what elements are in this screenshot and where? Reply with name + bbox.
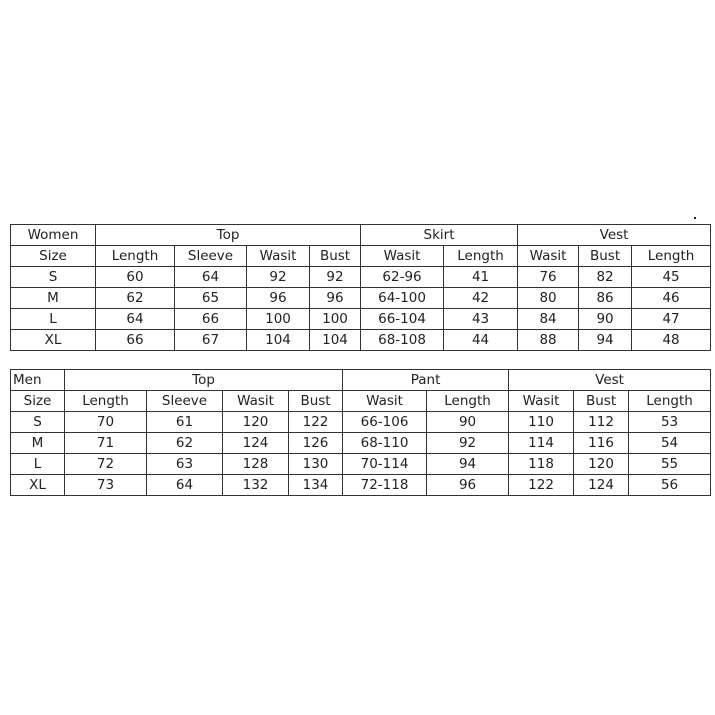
- table-cell: 126: [289, 433, 343, 454]
- size-cell: S: [11, 267, 96, 288]
- table-cell: 82: [579, 267, 632, 288]
- table-cell: 68-110: [343, 433, 427, 454]
- women-group-skirt: Skirt: [361, 225, 518, 246]
- table-cell: 130: [289, 454, 343, 475]
- column-header: Sleeve: [175, 246, 247, 267]
- table-cell: 70: [65, 412, 147, 433]
- table-cell: 64: [96, 309, 175, 330]
- table-cell: 88: [518, 330, 579, 351]
- table-cell: 132: [223, 475, 289, 496]
- table-cell: 62-96: [361, 267, 444, 288]
- size-cell: M: [11, 433, 65, 454]
- column-header: Sleeve: [147, 391, 223, 412]
- table-cell: 45: [632, 267, 711, 288]
- table-cell: 66-106: [343, 412, 427, 433]
- table-cell: 67: [175, 330, 247, 351]
- women-group-vest: Vest: [518, 225, 711, 246]
- table-cell: 90: [427, 412, 509, 433]
- table-cell: 96: [310, 288, 361, 309]
- men-group-header-row: [11, 370, 711, 391]
- column-header: Length: [65, 391, 147, 412]
- column-header: Wasit: [343, 391, 427, 412]
- table-cell: 92: [310, 267, 361, 288]
- table-cell: 124: [223, 433, 289, 454]
- column-header: Length: [444, 246, 518, 267]
- women-size-table: [10, 224, 711, 351]
- column-header: Wasit: [361, 246, 444, 267]
- table-cell: 114: [509, 433, 574, 454]
- table-cell: 134: [289, 475, 343, 496]
- table-cell: 66: [175, 309, 247, 330]
- table-cell: 92: [247, 267, 310, 288]
- table-cell: 96: [247, 288, 310, 309]
- table-cell: 71: [65, 433, 147, 454]
- column-header: Bust: [579, 246, 632, 267]
- table-cell: 42: [444, 288, 518, 309]
- table-row: [11, 454, 711, 475]
- table-cell: 62: [147, 433, 223, 454]
- table-cell: 120: [574, 454, 629, 475]
- column-header: Bust: [310, 246, 361, 267]
- column-header: Wasit: [509, 391, 574, 412]
- table-cell: 90: [579, 309, 632, 330]
- table-cell: 104: [247, 330, 310, 351]
- table-cell: 110: [509, 412, 574, 433]
- table-cell: 66: [96, 330, 175, 351]
- women-title: Women: [11, 225, 96, 246]
- table-cell: 112: [574, 412, 629, 433]
- table-row: [11, 309, 711, 330]
- size-cell: L: [11, 454, 65, 475]
- women-group-top: Top: [96, 225, 361, 246]
- table-cell: 122: [509, 475, 574, 496]
- table-cell: 64-100: [361, 288, 444, 309]
- table-row: [11, 412, 711, 433]
- men-group-pant: Pant: [343, 370, 509, 391]
- table-cell: 48: [632, 330, 711, 351]
- table-cell: 55: [629, 454, 711, 475]
- table-cell: 100: [247, 309, 310, 330]
- size-cell: L: [11, 309, 96, 330]
- table-cell: 76: [518, 267, 579, 288]
- table-row: [11, 433, 711, 454]
- column-header: Bust: [574, 391, 629, 412]
- column-header: Length: [427, 391, 509, 412]
- column-header: Size: [11, 391, 65, 412]
- column-header: Length: [96, 246, 175, 267]
- column-header: Wasit: [223, 391, 289, 412]
- men-title: Men: [11, 370, 65, 391]
- table-cell: 128: [223, 454, 289, 475]
- table-cell: 43: [444, 309, 518, 330]
- column-header: Size: [11, 246, 96, 267]
- table-cell: 64: [175, 267, 247, 288]
- men-column-header-row: [11, 391, 711, 412]
- table-cell: 44: [444, 330, 518, 351]
- table-cell: 96: [427, 475, 509, 496]
- table-cell: 116: [574, 433, 629, 454]
- table-cell: 64: [147, 475, 223, 496]
- table-cell: 92: [427, 433, 509, 454]
- table-cell: 66-104: [361, 309, 444, 330]
- table-cell: 80: [518, 288, 579, 309]
- column-header: Wasit: [518, 246, 579, 267]
- table-cell: 73: [65, 475, 147, 496]
- table-cell: 84: [518, 309, 579, 330]
- size-cell: XL: [11, 475, 65, 496]
- table-cell: 41: [444, 267, 518, 288]
- women-group-header-row: [11, 225, 711, 246]
- table-cell: 94: [427, 454, 509, 475]
- men-group-vest: Vest: [509, 370, 711, 391]
- table-cell: 94: [579, 330, 632, 351]
- table-cell: 60: [96, 267, 175, 288]
- table-cell: 72-118: [343, 475, 427, 496]
- table-cell: 62: [96, 288, 175, 309]
- table-cell: 54: [629, 433, 711, 454]
- size-cell: S: [11, 412, 65, 433]
- column-header: Wasit: [247, 246, 310, 267]
- women-column-header-row: [11, 246, 711, 267]
- table-cell: 122: [289, 412, 343, 433]
- table-cell: 68-108: [361, 330, 444, 351]
- column-header: Length: [629, 391, 711, 412]
- table-cell: 63: [147, 454, 223, 475]
- table-cell: 72: [65, 454, 147, 475]
- table-row: [11, 330, 711, 351]
- table-cell: 104: [310, 330, 361, 351]
- table-cell: 120: [223, 412, 289, 433]
- men-size-table: [10, 369, 711, 496]
- table-cell: 56: [629, 475, 711, 496]
- table-cell: 124: [574, 475, 629, 496]
- table-cell: 53: [629, 412, 711, 433]
- column-header: Bust: [289, 391, 343, 412]
- table-cell: 86: [579, 288, 632, 309]
- size-cell: XL: [11, 330, 96, 351]
- table-cell: 70-114: [343, 454, 427, 475]
- table-row: [11, 288, 711, 309]
- table-cell: 61: [147, 412, 223, 433]
- table-cell: 118: [509, 454, 574, 475]
- column-header: Length: [632, 246, 711, 267]
- stray-dot: [694, 217, 696, 219]
- table-cell: 46: [632, 288, 711, 309]
- table-row: [11, 475, 711, 496]
- men-group-top: Top: [65, 370, 343, 391]
- table-cell: 100: [310, 309, 361, 330]
- table-cell: 47: [632, 309, 711, 330]
- table-cell: 65: [175, 288, 247, 309]
- size-cell: M: [11, 288, 96, 309]
- table-row: [11, 267, 711, 288]
